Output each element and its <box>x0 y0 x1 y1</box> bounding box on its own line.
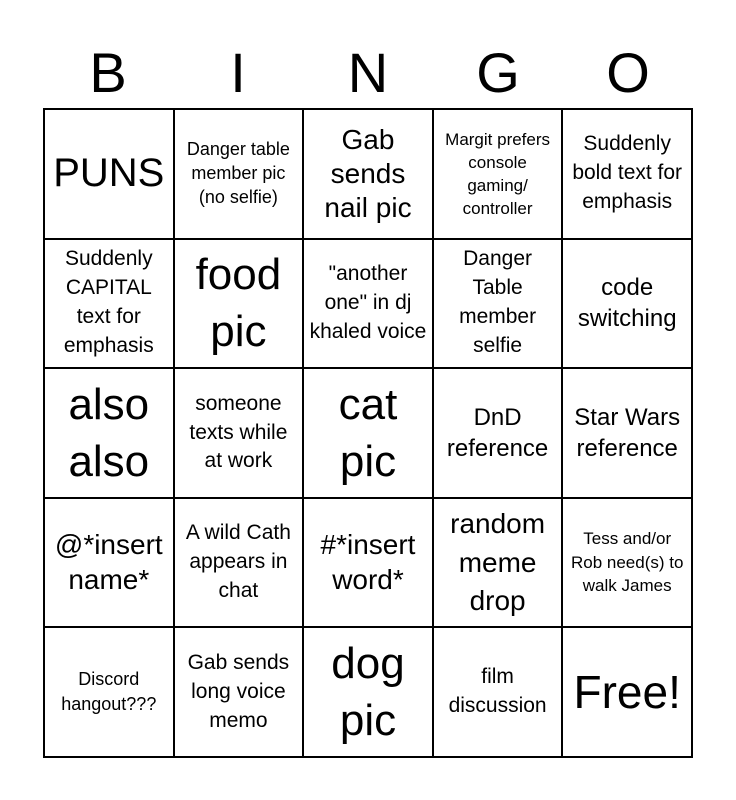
cell-text: PUNS <box>53 151 165 196</box>
cell-text: cat pic <box>338 379 398 486</box>
cell-text: #*insert word* <box>320 529 416 595</box>
bingo-cell-r5c4[interactable] <box>433 627 563 757</box>
cell-text: food pic <box>195 250 282 357</box>
bingo-cell-r3c3[interactable] <box>303 368 433 498</box>
bingo-cell-r4c1[interactable] <box>44 498 174 628</box>
cell-text: dog pic <box>331 639 405 746</box>
bingo-cell-r2c1[interactable] <box>44 239 174 369</box>
bingo-cell-r4c3[interactable] <box>303 498 433 628</box>
header-letter-n: N <box>347 41 389 104</box>
bingo-cell-r5c2[interactable] <box>174 627 304 757</box>
bingo-cell-r2c5[interactable] <box>562 239 692 369</box>
bingo-cell-r3c1[interactable] <box>44 368 174 498</box>
cell-text: Danger table member pic (no selfie) <box>186 139 290 207</box>
header-letter-b: B <box>89 41 127 104</box>
header-letter-g: G <box>476 41 520 104</box>
bingo-cell-r3c5[interactable] <box>562 368 692 498</box>
cell-text: A wild Cath appears in chat <box>185 521 291 603</box>
cell-text: code switching <box>577 274 677 333</box>
cell-text: Danger Table member selfie <box>459 247 537 358</box>
bingo-cell-r5c1[interactable] <box>44 627 174 757</box>
cell-text: Free! <box>573 665 681 718</box>
cell-text: @*insert name* <box>54 529 163 595</box>
bingo-cell-r4c2[interactable] <box>174 498 304 628</box>
bingo-cell-r1c3[interactable] <box>303 109 433 239</box>
bingo-cell-r1c5[interactable] <box>562 109 692 239</box>
bingo-board <box>43 108 693 758</box>
bingo-cell-r2c4[interactable] <box>433 239 563 369</box>
cell-text: Star Wars reference <box>574 403 681 462</box>
bingo-cell-r2c3[interactable] <box>303 239 433 369</box>
bingo-header <box>43 38 693 108</box>
header-letter-i: I <box>230 41 246 104</box>
cell-text: random meme drop <box>450 508 546 616</box>
cell-text: Tess and/or Rob need(s) to walk James <box>570 528 684 596</box>
cell-text: also also <box>68 379 150 486</box>
cell-text: film discussion <box>448 665 547 718</box>
bingo-cell-r1c2[interactable] <box>174 109 304 239</box>
bingo-cell-r4c5[interactable] <box>562 498 692 628</box>
cell-text: Margit prefers console gaming/ controller <box>445 129 551 218</box>
bingo-cell-r3c4[interactable] <box>433 368 563 498</box>
bingo-cell-r5c5[interactable] <box>562 627 692 757</box>
cell-text: Suddenly CAPITAL text for emphasis <box>63 247 154 358</box>
cell-text: someone texts while at work <box>189 391 288 473</box>
header-letter-o: O <box>606 41 650 104</box>
cell-text: Suddenly bold text for emphasis <box>572 132 683 214</box>
cell-text: DnD reference <box>446 403 549 462</box>
bingo-cell-r3c2[interactable] <box>174 368 304 498</box>
bingo-cell-r5c3[interactable] <box>303 627 433 757</box>
cell-text: Discord hangout??? <box>61 669 157 715</box>
cell-text: "another one" in dj khaled voice <box>309 261 427 343</box>
cell-text: Gab sends nail pic <box>324 123 412 223</box>
cell-text: Gab sends long voice memo <box>187 650 290 732</box>
bingo-cell-r1c1[interactable] <box>44 109 174 239</box>
bingo-cell-r2c2[interactable] <box>174 239 304 369</box>
bingo-cell-r4c4[interactable] <box>433 498 563 628</box>
bingo-cell-r1c4[interactable] <box>433 109 563 239</box>
